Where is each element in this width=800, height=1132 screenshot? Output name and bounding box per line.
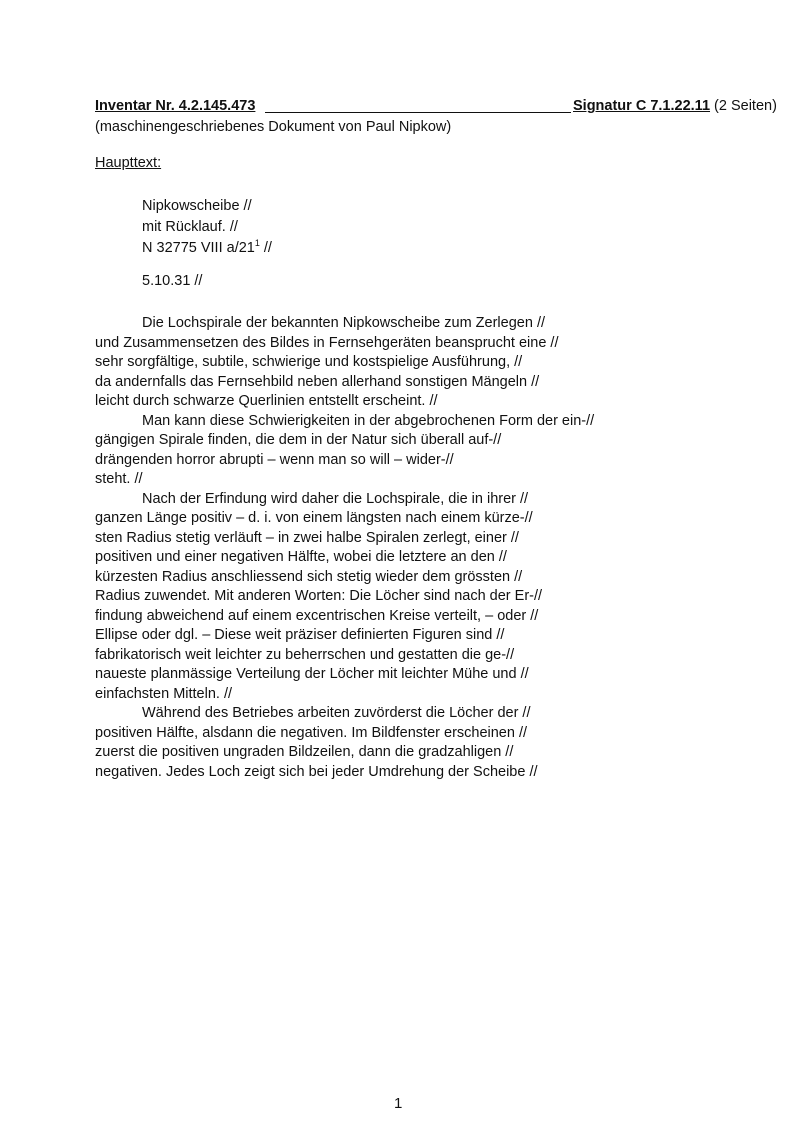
body-line: drängenden horror abrupti – wenn man so will – wider-// (95, 451, 454, 468)
body-line: Man kann diese Schwierigkeiten in der abgebrochenen Form der ein-// (142, 412, 595, 429)
body-line: naueste planmässige Verteilung der Löcher mit leichter Mühe und // (95, 666, 529, 682)
document-header (95, 96, 777, 138)
body-line: ganzen Länge positiv – d. i. von einem längsten nach einem kürze-// (95, 510, 533, 526)
body-line: sehr sorgfältige, subtile, schwierige und kostspielige Ausführung, // (95, 354, 523, 370)
body-line: leicht durch schwarze Querlinien entstellt erscheint. // (95, 393, 438, 409)
body-line: und Zusammensetzen des Bildes in Fernsehgeräten beansprucht eine // (95, 334, 559, 351)
body-line: Die Lochspirale der bekannten Nipkowscheibe zum Zerlegen // (142, 315, 545, 331)
body-text (95, 314, 695, 782)
body-line: Radius zuwendet. Mit anderen Worten: Die Löcher sind nach der Er-// (95, 588, 543, 604)
body-line: positiven und einer negativen Hälfte, wobei die letztere an den // (95, 549, 507, 565)
body-line: fabrikatorisch weit leichter zu beherrschen und gestatten die ge-// (95, 646, 515, 663)
inventory-number: Inventar Nr. 4.2.145.473 (95, 98, 256, 114)
document-date: 5.10.31 // (142, 273, 203, 289)
body-line: positiven Hälfte, alsdann die negativen. Im Bildfenster erscheinen // (95, 724, 528, 741)
reference-line-3-end: // (259, 240, 272, 256)
body-line: Während des Betriebes arbeiten zuvörderst die Löcher der // (142, 705, 531, 721)
body-line: Nach der Erfindung wird daher die Lochspirale, die in ihrer // (142, 490, 529, 507)
body-line: einfachsten Mitteln. // (95, 685, 233, 702)
header-underline-filler (265, 112, 571, 113)
reference-block (142, 196, 272, 259)
reference-line-1: Nipkowscheibe // (142, 198, 252, 214)
body-line: Ellipse oder dgl. – Diese weit präziser definierten Figuren sind // (95, 627, 505, 643)
body-line: gängigen Spirale finden, die dem in der Natur sich überall auf-// (95, 432, 502, 448)
reference-line-2: mit Rücklauf. // (142, 219, 238, 235)
signature-number: Signatur C 7.1.22.11 (573, 98, 711, 114)
reference-line-3 (142, 238, 272, 259)
body-line: findung abweichend auf einem excentrischen Kreise verteilt, – oder // (95, 607, 539, 624)
body-line: kürzesten Radius anschliessend sich stetig wieder dem grössten // (95, 568, 523, 585)
body-line: zuerst die positiven ungraden Bildzeilen, dann die gradzahligen // (95, 744, 514, 760)
body-line: da andernfalls das Fernsehbild neben allerhand sonstigen Mängeln // (95, 373, 540, 390)
patent-number: N 32775 VIII a/21 (142, 240, 255, 256)
page-number: 1 (394, 1095, 403, 1112)
section-label: Haupttext: (95, 155, 162, 171)
body-line: steht. // (95, 471, 143, 487)
body-line: negativen. Jedes Loch zeigt sich bei jeder Umdrehung der Scheibe // (95, 763, 538, 780)
footnote-marker: 1 (254, 238, 260, 249)
document-subtitle: (maschinengeschriebenes Dokument von Paul Nipkow) (95, 119, 452, 135)
signature-block (573, 96, 777, 117)
pages-note: (2 Seiten) (710, 98, 777, 114)
body-line: sten Radius stetig verläuft – in zwei halbe Spiralen zerlegt, einer // (95, 529, 519, 546)
